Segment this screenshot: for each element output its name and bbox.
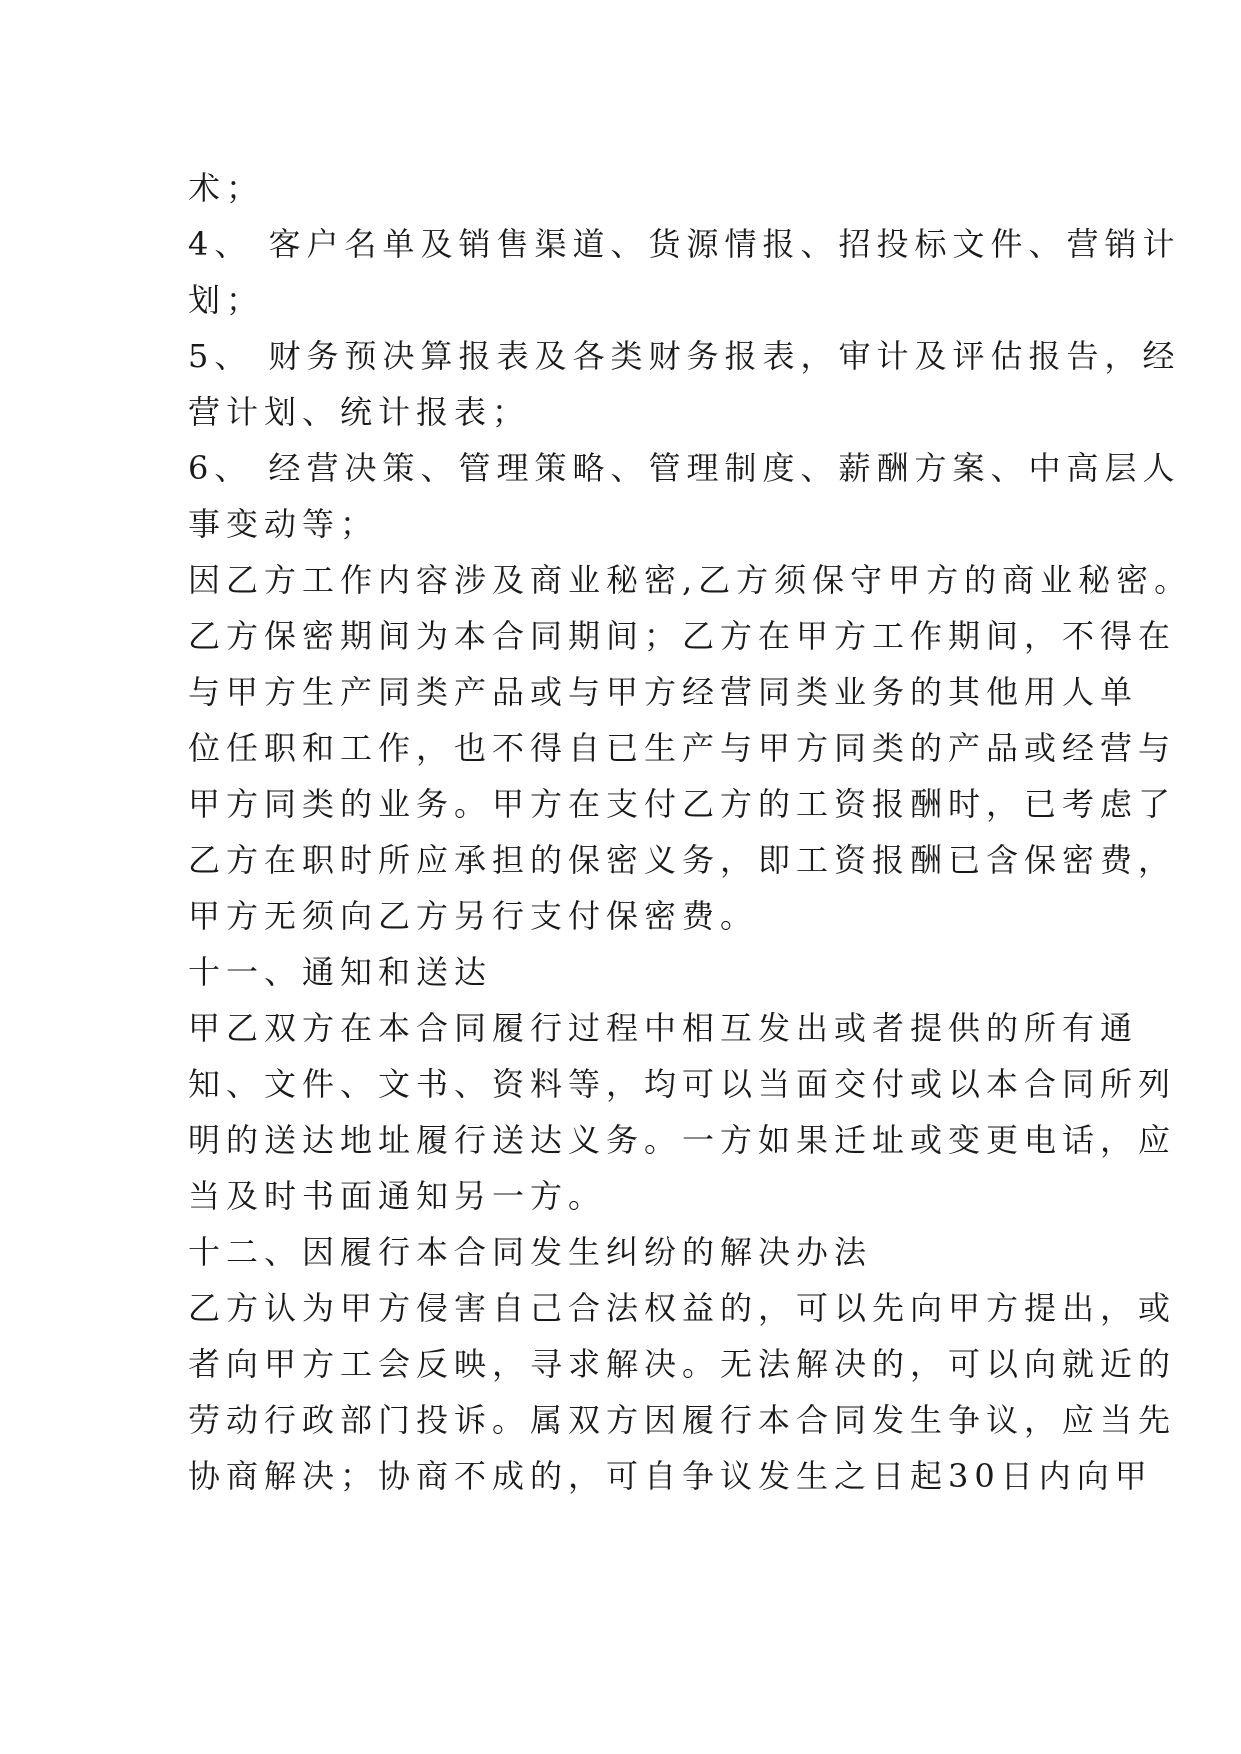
list-item-6: 6、 经营决策、管理策略、管理制度、薪酬方案、中高层人: [188, 449, 1181, 487]
text-line: 事变动等；: [188, 505, 379, 543]
text-line: 营计划、统计报表；: [188, 393, 531, 431]
paragraph-line: 甲方无须向乙方另行支付保密费。: [188, 897, 759, 935]
paragraph-line: 位任职和工作，也不得自已生产与甲方同类的产品或经营与: [188, 729, 1177, 767]
paragraph-line: 甲方同类的业务。甲方在支付乙方的工资报酬时，已考虑了: [188, 785, 1177, 823]
paragraph-line: 协商解决；协商不成的，可自争议发生之日起30日内向甲: [188, 1457, 1153, 1495]
paragraph-line: 乙方在职时所应承担的保密义务，即工资报酬已含保密费，: [188, 841, 1177, 879]
list-item-4: 4、 客户名单及销售渠道、货源情报、招投标文件、营销计: [188, 225, 1181, 263]
list-item-5: 5、 财务预决算报表及各类财务报表，审计及评估报告，经: [188, 337, 1181, 375]
paragraph-line: 甲乙双方在本合同履行过程中相互发出或者提供的所有通: [188, 1009, 1139, 1047]
section-heading-12: 十二、因履行本合同发生纠纷的解决办法: [188, 1233, 873, 1271]
section-heading-11: 十一、通知和送达: [188, 953, 493, 991]
document-body: [188, 160, 1193, 1504]
paragraph-line: 乙方保密期间为本合同期间；乙方在甲方工作期间，不得在: [188, 617, 1177, 655]
paragraph-line: 当及时书面通知另一方。: [188, 1177, 607, 1215]
paragraph-line: 乙方认为甲方侵害自己合法权益的，可以先向甲方提出，或: [188, 1289, 1177, 1327]
paragraph-line: 与甲方生产同类产品或与甲方经营同类业务的其他用人单: [188, 673, 1139, 711]
text-line: 术；: [188, 169, 265, 207]
paragraph-line: 知、文件、文书、资料等，均可以当面交付或以本合同所列: [188, 1065, 1177, 1103]
paragraph-line: 劳动行政部门投诉。属双方因履行本合同发生争议，应当先: [188, 1401, 1177, 1439]
paragraph-line: 因乙方工作内容涉及商业秘密,乙方须保守甲方的商业秘密。: [188, 561, 1193, 599]
paragraph-line: 者向甲方工会反映，寻求解决。无法解决的，可以向就近的: [188, 1345, 1177, 1383]
text-line: 划；: [188, 281, 265, 319]
paragraph-line: 明的送达地址履行送达义务。一方如果迁址或变更电话，应: [188, 1121, 1177, 1159]
